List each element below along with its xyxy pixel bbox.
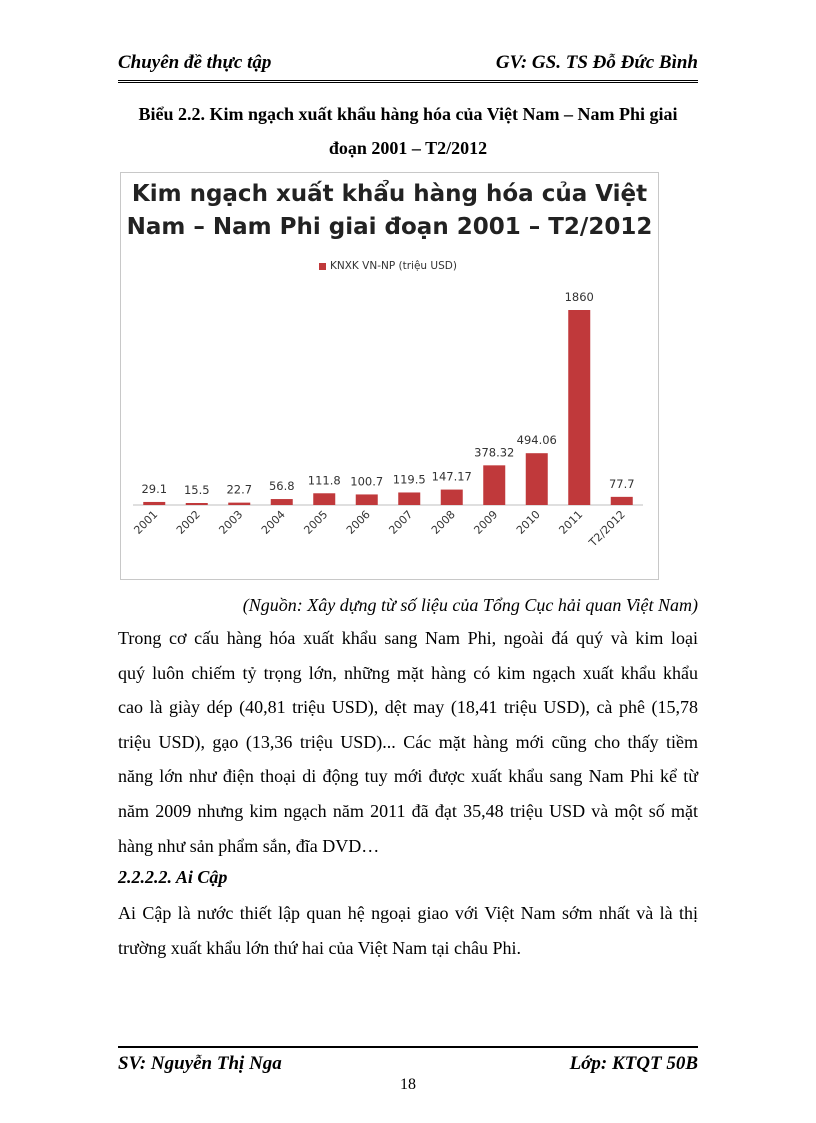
data-label: 77.7 (608, 476, 635, 491)
text-line: trường xuất khẩu lớn thứ hai của Việt Nam tại châu Phi. (118, 937, 522, 958)
x-tick-label: 2002 (173, 507, 203, 537)
data-label: 1860 (564, 290, 594, 304)
bar-2002 (186, 503, 208, 505)
page-header (118, 50, 698, 83)
data-label: 100.7 (350, 474, 384, 489)
bar-2003 (228, 503, 250, 505)
x-tick-label: 2009 (471, 507, 501, 537)
header-course: Chuyên đề thực tập (118, 52, 272, 73)
data-label: 378.32 (474, 445, 515, 460)
data-label: 111.8 (307, 473, 341, 488)
text-line: năm 2009 nhưng kim ngạch năm 2011 đã đạt 35,48 triệu USD và một số mặt (118, 800, 698, 821)
text-line: cao là giày dép (40,81 triệu USD), dệt may (18,41 triệu USD), cà phê (15,78 (118, 697, 698, 718)
legend-label: KNXK VN-NP (triệu USD) (330, 260, 457, 272)
header-advisor: GV: GS. TS Đỗ Đức Bình (495, 52, 698, 73)
data-label: 29.1 (141, 481, 168, 496)
bar-2007 (398, 492, 420, 505)
chart-title-line1: Kim ngạch xuất khẩu hàng hóa của Việt (131, 181, 648, 207)
figure-caption-line1: Biểu 2.2. Kim ngạch xuất khẩu hàng hóa của Việt Nam – Nam Phi giai (138, 104, 678, 124)
footer-class: Lớp: KTQT 50B (569, 1053, 698, 1074)
data-label: 147.17 (431, 469, 472, 484)
text-line: triệu USD), gạo (13,36 triệu USD)... Các mặt hàng mới cũng cho thấy tiềm (118, 731, 698, 752)
paragraph-exports (118, 621, 698, 863)
bar-2010 (526, 453, 548, 505)
figure-source: (Nguồn: Xây dựng từ số liệu của Tổng Cục hải quan Việt Nam) (242, 595, 698, 615)
section-heading: 2.2.2.2. Ai Cập (118, 867, 228, 887)
text-line: Ai Cập là nước thiết lập quan hệ ngoại giao với Việt Nam sớm nhất và là thị (118, 903, 698, 923)
x-tick-label: 2004 (258, 507, 288, 537)
text-line: Trong cơ cấu hàng hóa xuất khẩu sang Nam Phi, ngoài đá quý và kim loại (118, 628, 698, 648)
page-number: 18 (400, 1076, 416, 1093)
data-label: 494.06 (516, 433, 557, 448)
bar-2005 (313, 493, 335, 505)
x-tick-label: 2007 (386, 507, 416, 537)
paragraph-egypt (118, 896, 698, 965)
data-label: 15.5 (183, 483, 210, 497)
x-tick-label: 2003 (216, 507, 246, 537)
chart-title-line2: Nam – Nam Phi giai đoạn 2001 – T2/2012 (126, 214, 653, 240)
text-line: năng lớn như điện thoại di động tuy mới được xuất khẩu sang Nam Phi kể từ (118, 766, 698, 787)
x-tick-label: 2011 (556, 507, 586, 537)
data-label: 119.5 (392, 472, 426, 487)
x-tick-label: 2006 (343, 507, 373, 537)
text-line: quý luôn chiếm tỷ trọng lớn, những mặt hàng có kim ngạch xuất khẩu khẩu (118, 662, 698, 683)
bar-2011 (568, 310, 590, 505)
bar-2008 (441, 490, 463, 505)
x-tick-label: 2008 (428, 507, 458, 537)
data-label: 56.8 (268, 479, 295, 494)
bar-2001 (143, 502, 165, 505)
x-tick-label: T2/2012 (586, 507, 628, 550)
x-tick-label: 2005 (301, 507, 331, 537)
text-line: hàng như sản phẩm sắn, đĩa DVD… (118, 835, 380, 856)
bar-2009 (483, 465, 505, 505)
x-tick-label: 2010 (513, 507, 543, 537)
bar-2006 (356, 494, 378, 505)
data-label: 22.7 (226, 482, 253, 497)
bar-2004 (271, 499, 293, 505)
figure-caption-line2: đoạn 2001 – T2/2012 (328, 138, 488, 158)
footer-student: SV: Nguyễn Thị Nga (118, 1053, 282, 1074)
bar-chart (120, 172, 659, 580)
bar-T2/2012 (611, 497, 633, 505)
chart-plot-area (121, 173, 658, 579)
page-footer (118, 1046, 698, 1078)
x-tick-label: 2001 (131, 507, 161, 537)
